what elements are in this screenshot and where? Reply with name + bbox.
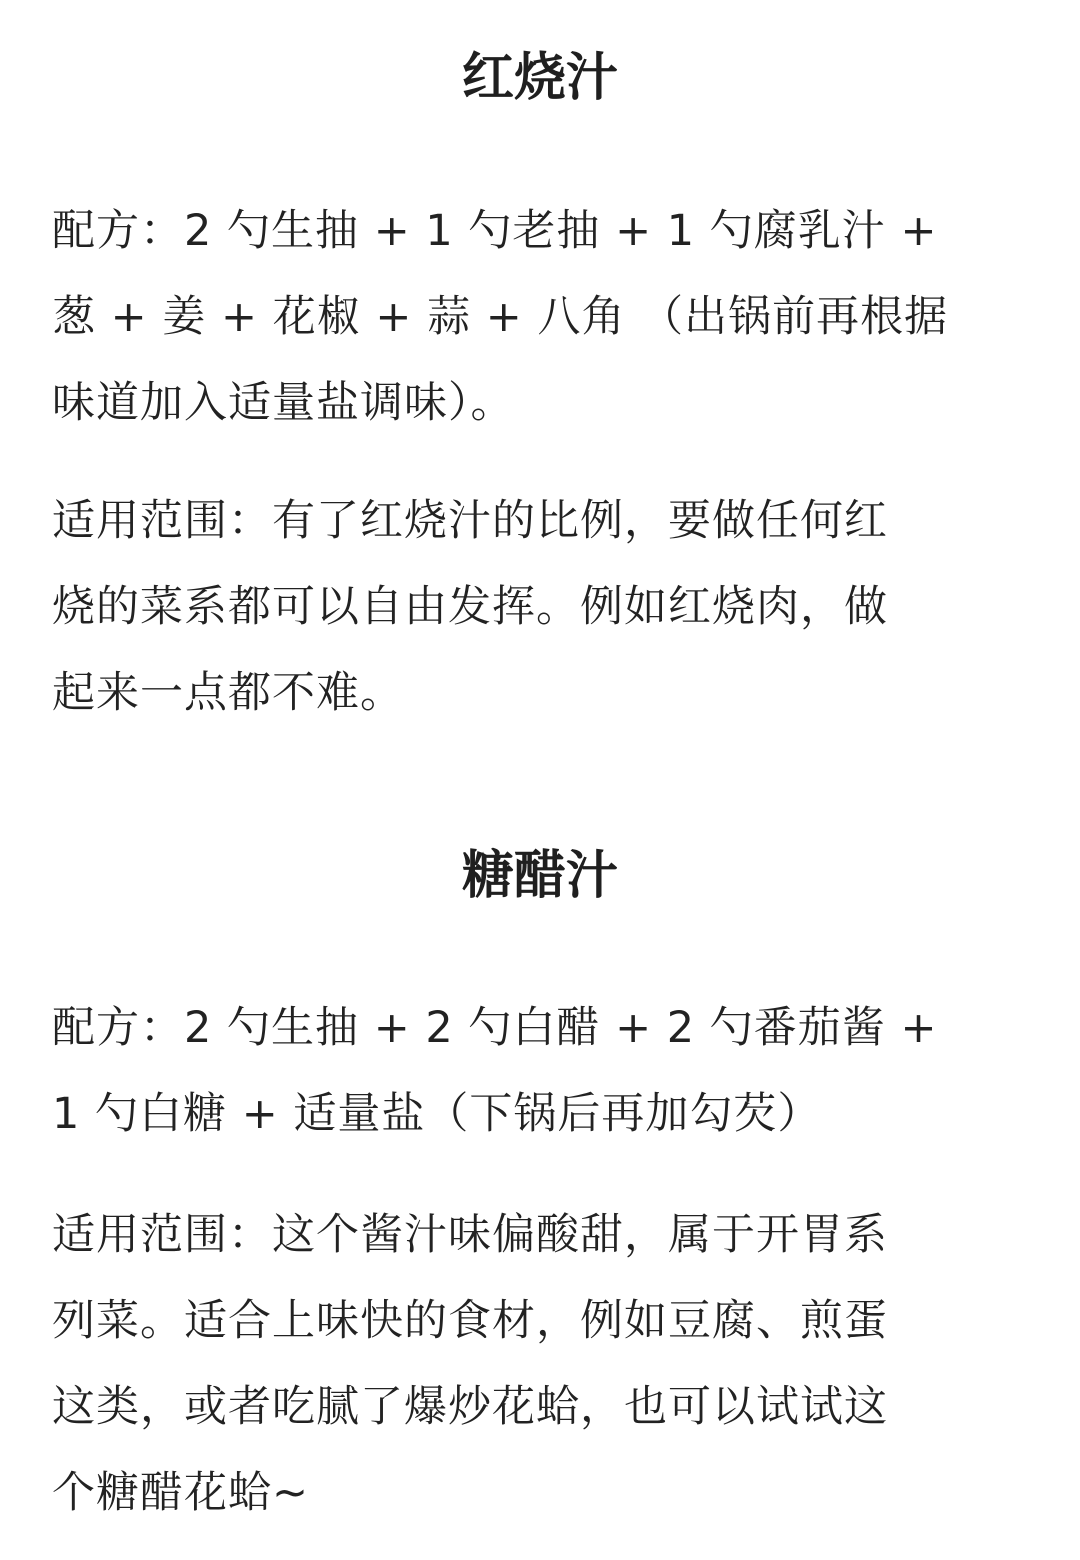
text-line: 配方：2 勺生抽 + 1 勺老抽 + 1 勺腐乳汁 +: [52, 206, 938, 256]
text-line: 烧的菜系都可以自由发挥。例如红烧肉，做: [52, 582, 888, 632]
section-title-tangcu: 糖醋汁: [461, 846, 618, 906]
text-line: 适用范围：有了红烧汁的比例，要做任何红: [52, 496, 888, 546]
text-line: 适用范围：这个酱汁味偏酸甜，属于开胃系: [52, 1210, 888, 1260]
text-line: 列菜。适合上味快的食材，例如豆腐、煎蛋: [52, 1296, 888, 1346]
tangcu-usage: [52, 1192, 1028, 1536]
text-line: 葱 + 姜 + 花椒 + 蒜 + 八角 （出锅前再根据: [52, 292, 949, 342]
text-line: 味道加入适量盐调味）。: [52, 378, 515, 428]
hongshao-usage: [52, 478, 1028, 736]
tangcu-recipe: [52, 985, 1028, 1157]
section-title-hongshao: 红烧汁: [461, 48, 618, 108]
text-line: 这类，或者吃腻了爆炒花蛤，也可以试试这: [52, 1382, 888, 1432]
text-line: 个糖醋花蛤~: [52, 1468, 310, 1518]
text-line: 起来一点都不难。: [52, 668, 404, 718]
hongshao-recipe: [52, 188, 1028, 446]
text-line: 配方：2 勺生抽 + 2 勺白醋 + 2 勺番茄酱 +: [52, 1003, 938, 1053]
text-line: 1 勺白糖 + 适量盐（下锅后再加勾芡）: [52, 1089, 822, 1139]
